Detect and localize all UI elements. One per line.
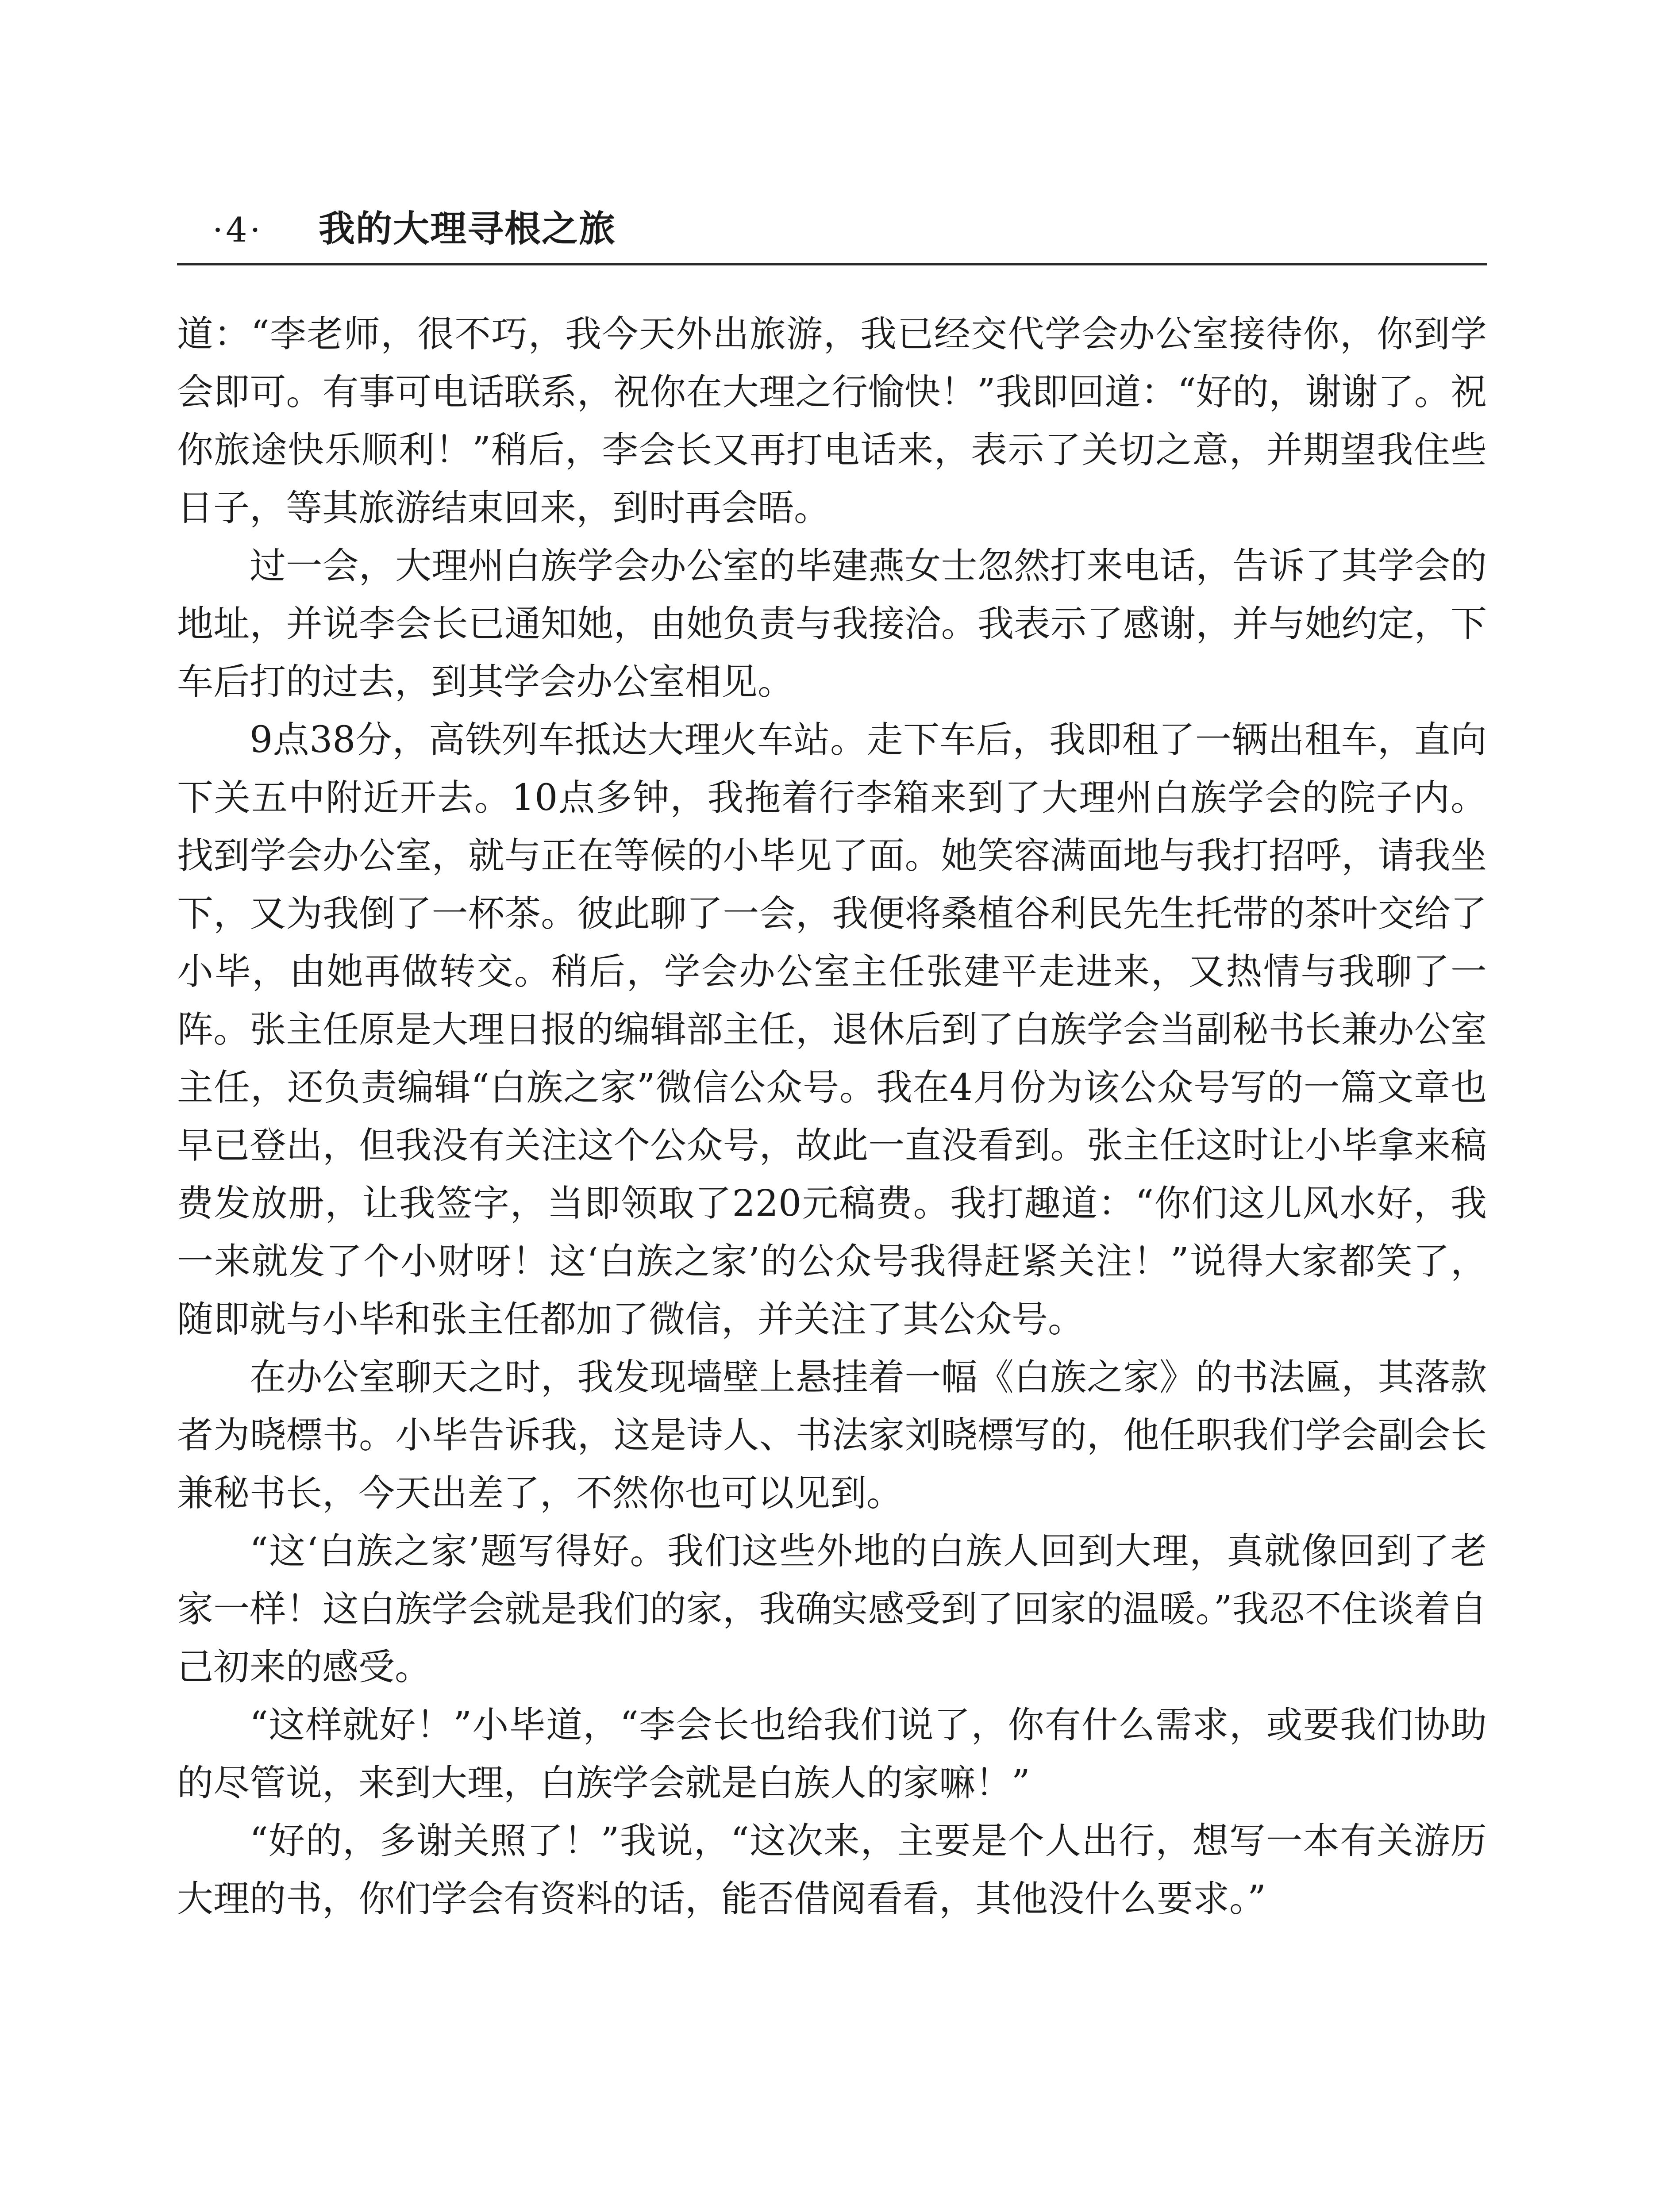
paragraph: “这‘白族之家’题写得好。我们这些外地的白族人回到大理，真就像回到了老家一样！这白族学会就是我们的家，我确实感受到了回家的温暖。”我忍不住谈着自己初来的感受。 (177, 1530, 1487, 1688)
paragraph: “这样就好！”小毕道，“李会长也给我们说了，你有什么需求，或要我们协助的尽管说，来到大理，白族学会就是白族人的家嘛！” (177, 1704, 1487, 1804)
paragraph-continued: 道：“李老师，很不巧，我今天外出旅游，我已经交代学会办公室接待你，你到学会即可。有事可电话联系，祝你在大理之行愉快！”我即回道：“好的，谢谢了。祝你旅途快乐顺利！”稍后，李会长又再打电话来，表示了关切之意，并期望我住些日子，等其旅游结束回来，到时再会晤。 (177, 313, 1487, 529)
body-text (177, 305, 1487, 1928)
paragraph: “好的，多谢关照了！”我说，“这次来，主要是个人出行，想写一本有关游历大理的书，你们学会有资料的话，能否借阅看看，其他没什么要求。” (177, 1820, 1487, 1920)
paragraph: 在办公室聊天之时，我发现墙壁上悬挂着一幅《白族之家》的书法匾，其落款者为晓標书。小毕告诉我，这是诗人、书法家刘晓標写的，他任职我们学会副会长兼秘书长，今天出差了，不然你也可以见到。 (177, 1356, 1487, 1514)
book-title: 我的大理寻根之旅 (319, 208, 616, 250)
paragraph: 过一会，大理州白族学会办公室的毕建燕女士忽然打来电话，告诉了其学会的地址，并说李会长已通知她，由她负责与我接洽。我表示了感谢，并与她约定，下车后打的过去，到其学会办公室相见。 (177, 545, 1487, 703)
paragraph: 9点38分，高铁列车抵达大理火车站。走下车后，我即租了一辆出租车，直向下关五中附近开去。10点多钟，我拖着行李箱来到了大理州白族学会的院子内。找到学会办公室，就与正在等候的小毕见了面。她笑容满面地与我打招呼，请我坐下，又为我倒了一杯茶。彼此聊了一会，我便将桑植谷利民先生托带的茶叶交给了小毕，由她再做转交。稍后，学会办公室主任张建平走进来，又热情与我聊了一阵。张主任原是大理日报的编辑部主任，退休后到了白族学会当副秘书长兼办公室主任，还负责编辑“白族之家”微信公众号。我在4月份为该公众号写的一篇文章也早已登出，但我没有关注这个公众号，故此一直没看到。张主任这时让小毕拿来稿费发放册，让我签字，当即领取了220元稿费。我打趣道：“你们这儿风水好，我一来就发了个小财呀！这‘白族之家’的公众号我得赶紧关注！”说得大家都笑了，随即就与小毕和张主任都加了微信，并关注了其公众号。 (177, 719, 1487, 1340)
page-number: ·4· (212, 210, 263, 250)
running-header (177, 201, 1487, 265)
